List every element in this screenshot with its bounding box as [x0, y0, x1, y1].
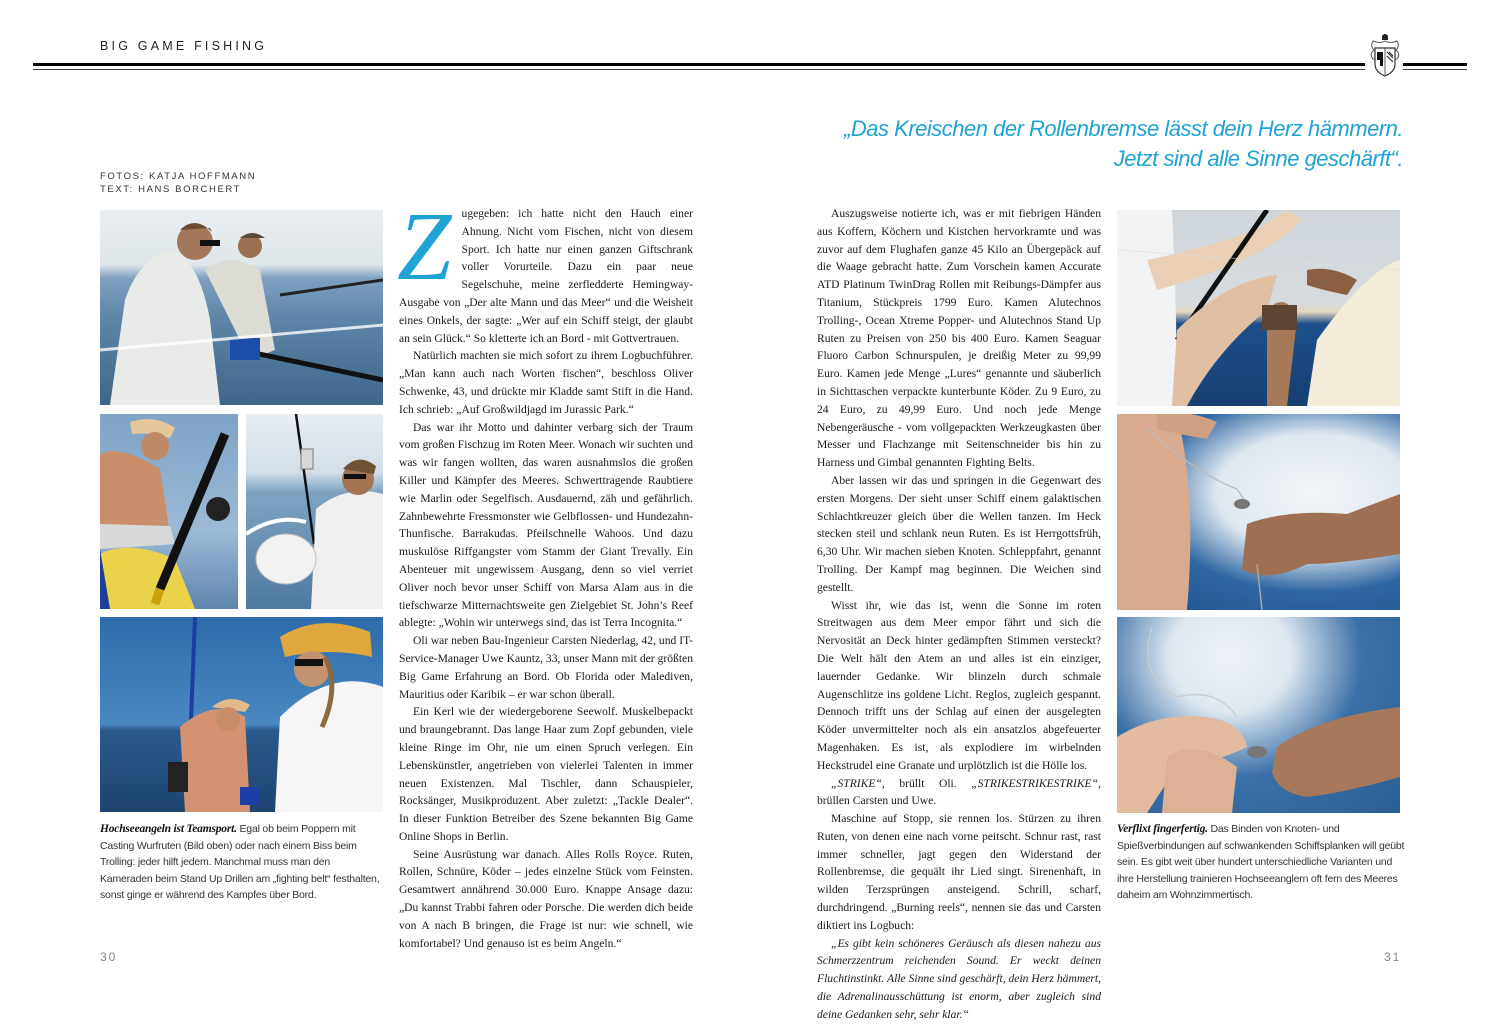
section-title: BIG GAME FISHING [100, 39, 268, 53]
left-photo-caption [100, 821, 385, 904]
text-credit: TEXT: HANS BORCHERT [100, 184, 242, 195]
photo-hands-pulling-line [1117, 210, 1400, 406]
left-caption-body: Egal ob beim Poppern mit Casting Wurfruten (Bild oben) oder nach einem Biss beim Trolling: jeder hilft jedem. Manchmal muss man den Kameraden beim Stand Up Drillen am „fighting belt“ festhalten, sonst ginge er während des Kampfes über Bord. [100, 823, 380, 901]
article-paragraph: Maschine auf Stopp, sie rennen los. Stürzen zu ihren Ruten, von denen eine nach vorne peitscht. Schnur rast, rast immer schneller, jagt gegen den Widerstand der Rollenbremse, die gequält ihr Lied singt. Sirenenhaft, in wilden Terzsprüngen ansteigend. Schrill, scharf, durchdringend. „Burning reels“, nennen sie das und Carsten diktiert ins Logbuch: [817, 812, 1101, 932]
pull-quote-line-1: „Das Kreischen der Rollenbremse lässt dein Herz hämmern. [844, 116, 1403, 141]
article-paragraph: Wisst ihr, wie das ist, wenn die Sonne im roten Streitwagen aus dem Meer empor fährt und sich die Nervosität an Deck hinter gedämpften Stimmen versteckt? Die Welt hält den Atem an und alles ist ein einziger, lauernder Gedanke. Wir blinzeln durch schmale Augenschlitze ins goldene Licht. Reglos, zugleich gespannt. Dennoch trifft uns der Schlag auf einen der ausgelegten Köder unvermittelter noch als ein ansatzlos abgefeuerter Magenhaken. Es ist, als explodiere im wirbelnden Heckstrudel eine Granate und urplötzlich ist die Hölle los. [817, 598, 1101, 772]
header-rule-thick [33, 63, 1365, 66]
coat-of-arms-icon [1368, 32, 1402, 78]
photo-angler-sunglasses [246, 414, 383, 609]
article-paragraph: Ein Kerl wie der wiedergeborene Seewolf. Muskelbepackt und braungebrannt. Das lange Haar zum Zopf gebunden, viele kleine Ringe im Ohr, nie um einen Spruch verlegen. Ein Lebenskünstler, angetrieben von vielerlei Talenten in immer neuen Existenzen. Mal Tischler, dann Schauspieler, Rocksänger, Musikproduzent. Aber zuletzt: „Tackle Dealer“. In dieser Funktion Betreiber des Szene bekannten Big Game Online Shops in Berlin. [399, 705, 693, 843]
photo-credit: FOTOS: KATJA HOFFMANN [100, 171, 257, 182]
pull-quote-line-2: Jetzt sind alle Sinne geschärft“. [1113, 146, 1403, 171]
photo-text-credits [100, 170, 256, 196]
logbook-quote: „Es gibt kein schöneres Geräusch als diesen nahezu aus Schmerzzentrum reichenden Sound. Er weckt deinen Fluchtinstinkt. Alle Sinne sind geschärft, dein Herz hämmert, die Adrenalinausschüttung ist enorm, aber zugleich sind deine Gedanken sehr, sehr klar.“ [817, 936, 1101, 1021]
left-caption-lead: Hochseeangeln ist Teamsport. [100, 823, 237, 835]
drop-cap: Z [397, 193, 452, 301]
photo-anglers-casting [100, 210, 383, 405]
article-paragraph: Natürlich machten sie mich sofort zu ihrem Logbuchführer. „Man kann auch nach Worten fischen“, beschloss Oliver Schwenke, 43, und drückte mir Kladde samt Stift in die Hand. Ich schrieb: „Auf Großwildjagd im Jurassic Park.“ [399, 349, 693, 416]
article-paragraph: Auszugsweise notierte ich, was er mit fiebrigen Händen aus Koffern, Köchern und Kistchen hervorkramte und was zuvor auf dem Flughafen ganze 45 Kilo an Übergepäck auf die Waage gebracht hatte. Zum Vorschein kamen Accurate ATD Platinum TwinDrag Rollen mit Reibungs-Dämpfer aus Titanium, Stückpreis 1799 Euro. Kamen Alutechnos Trolling-, Ocean Xtreme Popper- und Alutechnos Stand Up Ruten zu Preisen von 250 bis 400 Euro. Kamen Seaguar Fluoro Carbon Schnurspulen, je dreißig Meter zu 99,99 Euro. Kamen jede Menge „Lures“ genannte und säuberlich in Sichttaschen verpackte kunterbunte Köder. Zu 9 Euro, zu 24 Euro, zu 49,99 Euro. Und noch jede Menge Nebengeräusche - vom vollgepackten Werkzeugkasten über Messer und Flachzange mit Seitenschneider bis hin zu Harness und Gimbal genannten Fighting Belts. [817, 207, 1101, 470]
photo-hands-tying-knot [1117, 617, 1400, 813]
right-caption-lead: Verflixt fingerfertig. [1117, 823, 1208, 835]
pull-quote [683, 114, 1403, 174]
article-paragraph: Oli war neben Bau-Ingenieur Carsten Niederlag, 42, und IT-Service-Manager Uwe Kauntz, 33, unser Mann mit der größten Big Game Erfahrung an Bord. Ob Florida oder Malediven, Mauritius oder Karibik – er war schon überall. [399, 634, 693, 701]
page-number-left: 30 [100, 950, 118, 964]
photo-fighting-fish [100, 617, 383, 812]
article-paragraph: Seine Ausrüstung war danach. Alles Rolls Royce. Ruten, Rollen, Schnüre, Köder – jedes einzelne Stück vom Feinsten. Gesamtwert annährend 30.000 Euro. Knappe Ansage dazu: „Du kannst Trabbi fahren oder Porsche. Die werden dich beide von A nach B bringen, die Frage ist nur: wie schnell, wie komfortabel? Und genauso ist es beim Angeln.“ [399, 847, 693, 950]
right-photo-caption [1117, 821, 1407, 904]
strike-paragraph: „STRIKE“, brüllt Oli. „STRIKESTRIKESTRIKE“, brüllen Carsten und Uwe. [817, 776, 1101, 808]
right-caption-body: Das Binden von Knoten- und Spießverbindungen auf schwankenden Schiffsplanken will geübt sein. Es gibt weit über hundert unterschiedliche Varianten und ihre Herstellung trainieren Hochseeanglern oft fern des Meeres daheim am Wohnzimmertisch. [1117, 823, 1405, 901]
header-rule-thin [33, 69, 1365, 70]
article-paragraph: Das war ihr Motto und dahinter verbarg sich der Traum vom großen Fischzug im Roten Meer. Wonach wir suchten und was wir fangen wollten, das waren ausnahmslos die großen Killer und Kämpfer des Meeres. Schwerttragende Raubtiere wie Marlin oder Segelfisch. Ausdauernd, zäh und gefährlich. Zahnbewehrte Fressmonster wie Gelbflossen- und Hundezahn-Thunfische. Barrakudas. Pfeilschnelle Wahoos. Und dazu muskulöse Riffgangster vom Stamm der Giant Trevally. Ein Abenteuer mit ungewissem Ausgang, denn so viel verriet Oliver noch bevor unser Schiff von Marsa Alam aus in die tiefschwarze Mitternachtsweite gen Zielgebiet St. John’s Reef ablegte: „Wohin wir unterwegs sind, das ist Terra Incognita.“ [399, 420, 693, 630]
photo-shirtless-angler [100, 414, 238, 609]
article-paragraph: Zugegeben: ich hatte nicht den Hauch einer Ahnung. Nicht vom Fischen, nicht von diesem Sport. Ich hatte nur einen ganzen Giftschrank voller Vorurteile. Dazu ein paar neue Segelschuhe, meine zerfledderte Hemingway-Ausgabe von „Der alte Mann und das Meer“ und die Weisheit eines Onkels, der sagte: „Wer auf ein Schiff steigt, der glaubt an sein Glück.“ So kletterte ich an Bord - mit Gottvertrauen. [397, 193, 693, 345]
article-column-1 [397, 193, 693, 952]
article-column-2 [817, 205, 1101, 1024]
article-paragraph: Aber lassen wir das und springen in die Gegenwart des ersten Morgens. Der sieht unser Schiff einem galaktischen Schlachtkreuzer gleich über die Wellen tanzen. Im Heck stecken steil und schlank neun Ruten. Es ist Herrgottsfrüh, 6,30 Uhr. Wir machen sieben Knoten. Schleppfahrt, genannt Trolling. Der Kampf mag beginnen. Die Weichen sind gestellt. [817, 473, 1101, 594]
header-rule-thin-right [1403, 69, 1467, 70]
header-rule-thick-right [1403, 63, 1467, 66]
page-number-right: 31 [1384, 950, 1402, 964]
photo-hands-swivel [1117, 414, 1400, 610]
